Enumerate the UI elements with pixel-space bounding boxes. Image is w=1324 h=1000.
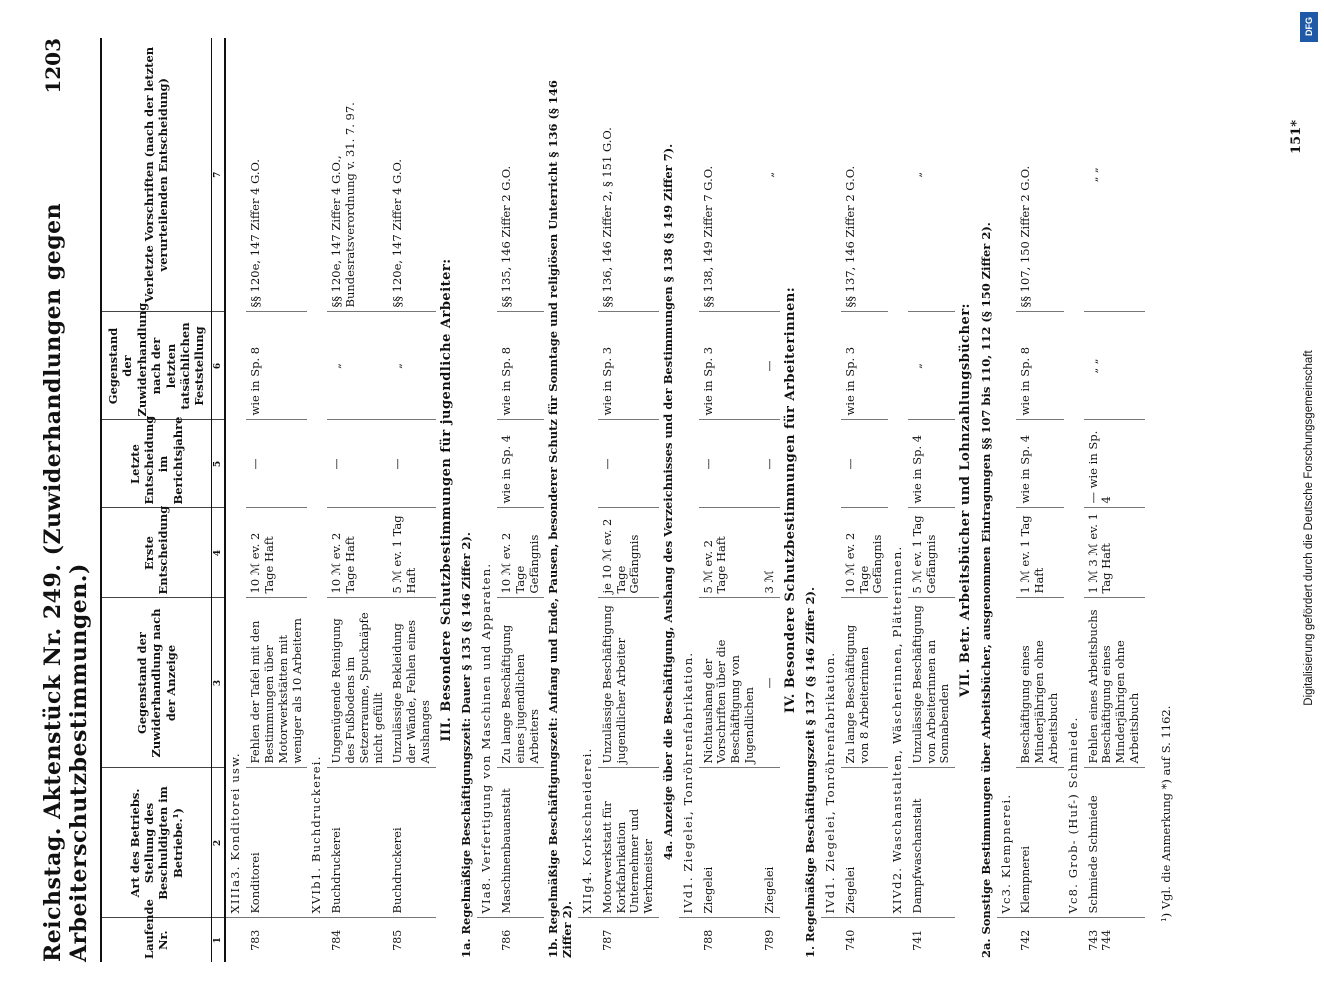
row-number: 788: [699, 918, 760, 962]
section-row: [955, 38, 977, 962]
cell-betrieb: Klempnerei: [1016, 768, 1063, 918]
cell-gegenstand: Nichtaushang der Vorschriften über die Beschäftigung von Jugendlichen: [699, 598, 760, 768]
cell-betrieb: Maschinenbauanstalt: [497, 768, 544, 918]
subsection-row: [457, 38, 477, 962]
cell-nach: „ „: [1084, 312, 1145, 420]
cell-nach: wie in Sp. 3: [598, 312, 659, 420]
running-title: Reichstag. Aktenstück Nr. 249. (Zuwiderhandlungen gegen Arbeiterschutzbestimmungen.): [40, 202, 92, 962]
cell-gegenstand: Fehlen der Tafel mit den Bestimmungen über Motorwerkstätten mit weniger als 10 Arbeitern: [246, 598, 307, 768]
running-head: [40, 38, 92, 962]
cell-letzte: —: [760, 420, 780, 508]
col-number: 3: [211, 598, 225, 768]
cell-letzte: wie in Sp. 4: [497, 420, 544, 508]
col-header-4: Erste Entscheidung: [101, 508, 211, 598]
cell-gegenstand: Unzulässige Bekleidung der Wände, Fehlen eines Aushanges: [388, 598, 435, 768]
signature-mark: 151*: [1289, 120, 1304, 154]
cell-vorschriften: „ „: [1086, 167, 1100, 183]
cell-vorschriften: §§ 138, 149 Ziffer 7 G.O.: [700, 165, 715, 308]
group-label: XVIb1. Buchdruckerei.: [309, 755, 324, 914]
table-row: [497, 38, 544, 962]
table-row: [1084, 38, 1145, 962]
table-header-row: [101, 38, 211, 962]
cell-nach: wie in Sp. 3: [841, 312, 888, 420]
cell-betrieb: Dampfwaschanstalt: [908, 768, 955, 918]
table-row: [1016, 38, 1063, 962]
cell-gegenstand: Beschäftigung eines Minderjährigen ohne Arbeitsbuch: [1016, 598, 1063, 768]
cell-betrieb: Ziegelei: [699, 768, 760, 918]
cell-betrieb: Buchdruckerei: [327, 768, 388, 918]
cell-erste: 1 ℳ 3 ℳ ev. 1 Tag Haft: [1084, 508, 1145, 598]
col-header-6: Gegenstand der Zuwiderhandlung nach der letzten tatsächlichen Feststellung: [101, 312, 211, 420]
footnote: ¹) Vgl. die Anmerkung *) auf S. 1162.: [1158, 705, 1173, 922]
violations-table: [100, 38, 1145, 962]
cell-letzte: wie in Sp. 4: [908, 420, 955, 508]
cell-nach: „: [327, 312, 388, 420]
subsection-title: 1. Regelmäßige Beschäftigungszeit § 137 (§ 146 Ziffer 2).: [803, 587, 818, 958]
cell-letzte: —: [699, 420, 760, 508]
group-row: [225, 38, 246, 962]
col-number: 6: [211, 312, 225, 420]
col-header-3: Gegenstand der Zuwiderhandlung nach der Anzeige: [101, 598, 211, 768]
cell-vorschriften: §§ 135, 146 Ziffer 2 G.O.: [498, 165, 513, 308]
cell-betrieb: Buchdruckerei: [388, 768, 435, 918]
row-number: 785: [388, 918, 435, 962]
col-number: 4: [211, 508, 225, 598]
cell-erste: 5 ℳ ev. 2 Tage Haft: [699, 508, 760, 598]
group-label: VIa8. Verfertigung von Maschinen und Apparaten.: [479, 562, 494, 914]
subsection-row: [544, 38, 578, 962]
row-number: 786: [497, 918, 544, 962]
col-number: 7: [211, 38, 225, 312]
group-label: XIIg4. Korkschneiderei.: [579, 747, 594, 914]
col-header-5: Letzte Entscheidung im Berichtsjahre: [101, 420, 211, 508]
cell-vorschriften: §§ 120e, 147 Ziffer 4 G.O., Bundesratsverordnung v. 31. 7. 97.: [329, 102, 357, 308]
cell-nach: wie in Sp. 8: [497, 312, 544, 420]
section-title: IV. Besondere Schutzbestimmungen für Arbeiterinnen:: [782, 286, 798, 714]
cell-letzte: — wie in Sp. 4: [1084, 420, 1145, 508]
funding-note: Digitalisierung gefördert durch die Deutsche Forschungsgemeinschaft: [1303, 350, 1315, 706]
group-label: Vc8. Grob- (Huf-) Schmiede.: [1065, 716, 1080, 914]
cell-nach: „: [388, 312, 435, 420]
group-label: IVd1. Ziegelei, Tonröhrenfabrikation.: [680, 651, 695, 914]
cell-erste: 5 ℳ ev. 1 Tag Haft: [388, 508, 435, 598]
cell-gegenstand: Ungenügende Reinigung des Fußbodens im Setzerraume, Spucknäpfe nicht gefüllt: [327, 598, 388, 768]
cell-erste: 10 ℳ ev. 2 Tage Gefängnis: [497, 508, 544, 598]
col-number: 2: [211, 768, 225, 918]
col-header-2: Art des Betriebs. Stellung des Beschuldigten im Betriebe.¹): [101, 768, 211, 918]
row-number: 784: [327, 918, 388, 962]
cell-letzte: —: [598, 420, 659, 508]
section-title: VII. Betr. Arbeitsbücher und Lohnzahlungsbücher:: [958, 303, 974, 697]
row-number: 743 744: [1084, 918, 1145, 962]
cell-betrieb: Ziegelei: [760, 768, 780, 918]
page-number: 1203: [41, 38, 65, 94]
cell-vorschriften: §§ 107, 150 Ziffer 2 G.O.: [1018, 165, 1033, 308]
cell-vorschriften: §§ 136, 146 Ziffer 2, § 151 G.O.: [599, 127, 614, 308]
section-row: [436, 38, 458, 962]
cell-nach: „: [908, 312, 955, 420]
col-header-7: Verletzte Vorschriften (nach der letzten verurteilenden Entscheidung): [101, 38, 211, 312]
cell-gegenstand: Unzulässige Beschäftigung von Arbeiterinnen an Sonnabenden: [908, 598, 955, 768]
group-row: [997, 38, 1017, 962]
group-row: [821, 38, 841, 962]
cell-vorschriften: „: [910, 171, 924, 178]
row-number: 741: [908, 918, 955, 962]
row-number: 742: [1016, 918, 1063, 962]
subsection-title: 1a. Regelmäßige Beschäftigungszeit: Dauer § 135 (§ 146 Ziffer 2).: [459, 532, 474, 958]
cell-betrieb: Konditorei: [246, 768, 307, 918]
cell-nach: wie in Sp. 8: [246, 312, 307, 420]
cell-gegenstand: Zu lange Beschäftigung von 8 Arbeiterinnen: [841, 598, 888, 768]
group-row: [477, 38, 497, 962]
cell-gegenstand: Unzulässige Beschäftigung jugendlicher Arbeiter: [598, 598, 659, 768]
group-row: [1064, 38, 1084, 962]
col-header-1: Laufende Nr.: [101, 918, 211, 962]
table-row: [760, 38, 780, 962]
row-number: 783: [246, 918, 307, 962]
subsection-row: [977, 38, 997, 962]
cell-erste: je 10 ℳ ev. 2 Tage Gefängnis: [598, 508, 659, 598]
cell-vorschriften: §§ 137, 146 Ziffer 2 G.O.: [842, 165, 857, 308]
col-number: 1: [211, 918, 225, 962]
subsection-title: 4a. Anzeige über die Beschäftigung, Aushang des Verzeichnisses und der Bestimmungen § 138 (§ 149 Ziffer 7).: [660, 143, 675, 861]
cell-nach: —: [760, 312, 780, 420]
row-number: 789: [760, 918, 780, 962]
cell-vorschriften: §§ 120e, 147 Ziffer 4 G.O.: [390, 159, 405, 308]
cell-letzte: —: [388, 420, 435, 508]
table-row: [246, 38, 307, 962]
cell-gegenstand: Zu lange Beschäftigung eines jugendlichen Arbeiters: [497, 598, 544, 768]
group-row: [888, 38, 908, 962]
cell-gegenstand: Fehlen eines Arbeitsbuchs Beschäftigung eines Minderjährigen ohne Arbeitsbuch: [1084, 598, 1145, 768]
row-number: 787: [598, 918, 659, 962]
cell-erste: 10 ℳ ev. 2 Tage Haft: [246, 508, 307, 598]
cell-letzte: —: [246, 420, 307, 508]
document-page: [12, 0, 1312, 1000]
dfg-logo: DFG: [1300, 12, 1318, 42]
cell-betrieb: Schmiede Schmiede: [1084, 768, 1145, 918]
table-row: [327, 38, 388, 962]
table-row: [598, 38, 659, 962]
group-row: [679, 38, 699, 962]
group-row: [307, 38, 327, 962]
subsection-title: 1b. Regelmäßige Beschäftigungszeit: Anfang und Ende, Pausen, besonderer Schutz für Sonntage und religiösen Unterricht § 136 (§ 146 Ziffer 2).: [546, 80, 575, 958]
section-row: [780, 38, 802, 962]
subsection-row: [659, 38, 679, 962]
cell-vorschriften: „: [762, 171, 776, 178]
group-label: XIIIa3. Konditorei usw.: [228, 752, 243, 914]
subsection-row: [801, 38, 821, 962]
cell-gegenstand: —: [760, 598, 780, 768]
section-title: III. Besondere Schutzbestimmungen für jugendliche Arbeiter:: [438, 258, 454, 742]
table-row: [388, 38, 435, 962]
column-number-row: [211, 38, 225, 962]
cell-nach: wie in Sp. 8: [1016, 312, 1063, 420]
cell-erste: 5 ℳ ev. 1 Tag Gefängnis: [908, 508, 955, 598]
cell-nach: wie in Sp. 3: [699, 312, 760, 420]
group-label: Vc3. Klempnerei.: [998, 793, 1013, 914]
cell-betrieb: Ziegelei: [841, 768, 888, 918]
row-number: 740: [841, 918, 888, 962]
cell-erste: 1 ℳ ev. 1 Tag Haft: [1016, 508, 1063, 598]
col-number: 5: [211, 420, 225, 508]
group-label: IVd1. Ziegelei, Tonröhrenfabrikation.: [822, 651, 837, 914]
cell-betrieb: Motorwerkstatt für Korkfabrikation Unternehmer und Werkmeister: [598, 768, 659, 918]
table-row: [841, 38, 888, 962]
cell-letzte: —: [841, 420, 888, 508]
cell-erste: 10 ℳ ev. 2 Tage Gefängnis: [841, 508, 888, 598]
table-row: [699, 38, 760, 962]
table-row: [908, 38, 955, 962]
subsection-title: 2a. Sonstige Bestimmungen über Arbeitsbücher, ausgenommen Eintragungen §§ 107 bis 110, 112 (§ 150 Ziffer 2).: [978, 222, 993, 958]
group-row: [578, 38, 598, 962]
cell-erste: 10 ℳ ev. 2 Tage Haft: [327, 508, 388, 598]
cell-erste: 3 ℳ: [760, 508, 780, 598]
cell-letzte: wie in Sp. 4: [1016, 420, 1063, 508]
group-label: XIVd2. Waschanstalten, Wäscherinnen, Plätterinnen.: [890, 545, 905, 914]
margin-strip: [1296, 8, 1322, 998]
cell-letzte: —: [327, 420, 388, 508]
cell-vorschriften: §§ 120e, 147 Ziffer 4 G.O.: [248, 159, 263, 308]
